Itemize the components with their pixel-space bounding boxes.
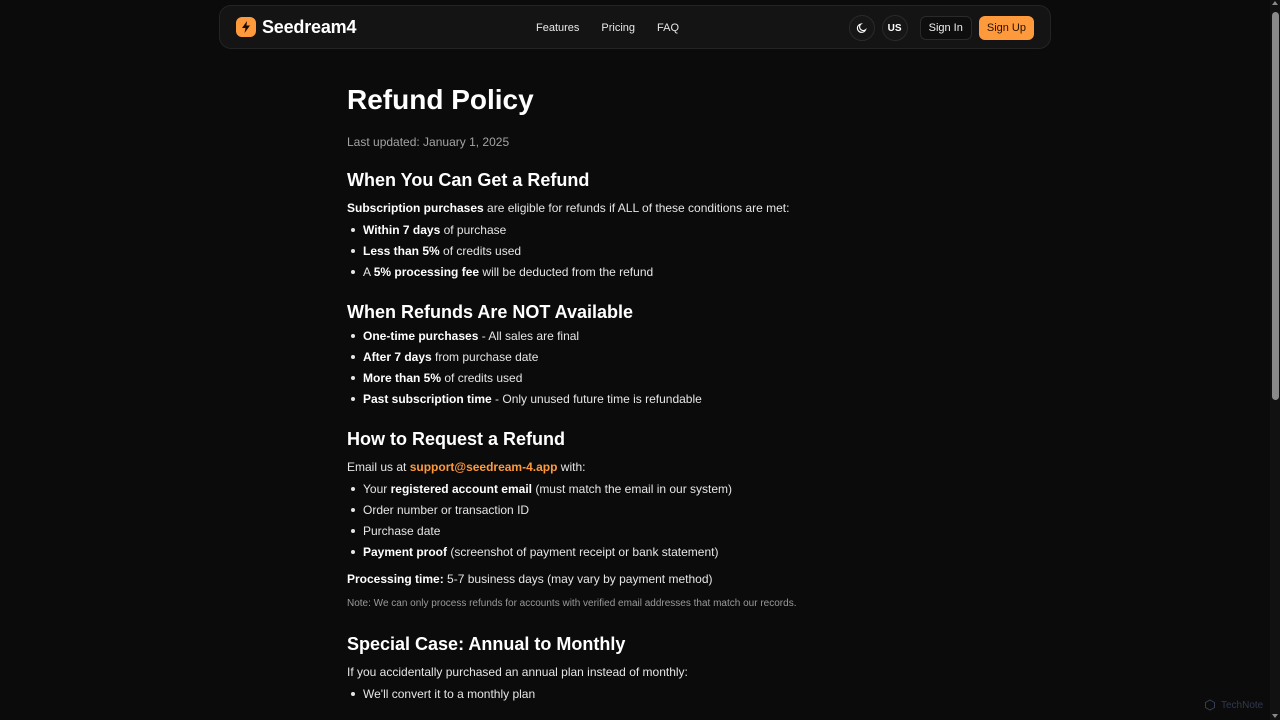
bold-text: 5% processing fee [373,265,480,279]
sign-in-button[interactable]: Sign In [920,16,972,40]
verification-note: Note: We can only process refunds for accounts with verified email addresses that match our records. [347,598,797,609]
list-item [347,370,967,386]
list-item [347,349,967,365]
language-button[interactable]: US [882,15,908,41]
text: of credits used [439,244,522,258]
list-item [347,328,967,344]
section-intro: If you accidentally purchased an annual plan instead of monthly: [347,665,688,679]
hexagon-logo-icon [1204,699,1216,711]
policy-content [347,84,967,702]
bold-text: Processing time: [347,572,444,586]
eligibility-list [347,222,967,280]
nav-faq[interactable]: FAQ [657,22,680,34]
scroll-down-arrow-icon[interactable] [1272,714,1278,718]
bold-text: One-time purchases [363,329,479,343]
scrollbar-thumb[interactable] [1272,12,1279,400]
list-item [347,264,967,280]
brand-home-link[interactable] [236,17,356,38]
text: will be deducted from the refund [479,265,654,279]
brand-name: Seedream4 [262,16,357,37]
bold-text: More than 5% [363,371,442,385]
bold-text: registered account email [390,482,532,496]
list-item [347,481,967,497]
text: of credits used [441,371,523,385]
text: Order number or transaction ID [363,503,530,517]
nav-pricing[interactable]: Pricing [601,22,636,34]
text: of purchase [440,223,507,237]
section-intro [347,200,967,216]
text: We'll convert it to a monthly plan [363,687,536,701]
email-instructions [347,459,967,475]
watermark-text: TechNote [1221,699,1264,711]
list-item [347,502,967,518]
section-heading-refund-eligibility: When You Can Get a Refund [347,170,590,190]
lightning-logo-icon [236,17,256,37]
bold-text: Within 7 days [363,223,441,237]
support-email-link[interactable]: support@seedream-4.app [409,460,558,474]
text: from purchase date [431,350,539,364]
scroll-up-arrow-icon[interactable] [1272,1,1278,5]
sign-up-button[interactable]: Sign Up [979,16,1034,40]
text: (screenshot of payment receipt or bank statement) [447,545,719,559]
theme-toggle-button[interactable] [849,15,875,41]
nav-actions [849,6,1034,50]
text: 5-7 business days (may vary by payment method) [443,572,713,586]
text: - Only unused future time is refundable [491,392,702,406]
text: (must match the email in our system) [531,482,733,496]
text: are eligible for refunds if ALL of these conditions are met: [483,201,790,215]
section-heading-not-available: When Refunds Are NOT Available [347,302,634,322]
list-item [347,686,967,702]
navbar [219,5,1051,49]
text: Email us at [347,460,410,474]
watermark [1204,699,1263,711]
last-updated: Last updated: January 1, 2025 [347,135,510,149]
section-heading-annual-to-monthly: Special Case: Annual to Monthly [347,634,626,654]
bold-text: Payment proof [363,545,448,559]
moon-icon [856,22,868,34]
section-heading-request-refund: How to Request a Refund [347,429,566,449]
bold-text: Subscription purchases [347,201,484,215]
text: A [363,265,374,279]
annual-monthly-list [347,686,967,702]
nav-features[interactable]: Features [536,22,580,34]
text: - All sales are final [478,329,580,343]
text: Your [363,482,391,496]
bold-text: Less than 5% [363,244,440,258]
page-title: Refund Policy [347,84,534,115]
processing-time [347,571,967,587]
text: Purchase date [363,524,441,538]
list-item [347,222,967,238]
bold-text: Past subscription time [363,392,492,406]
request-requirements-list [347,481,967,560]
main-nav [536,6,679,50]
text: with: [557,460,586,474]
not-available-list [347,328,967,407]
bold-text: After 7 days [363,350,432,364]
list-item [347,544,967,560]
list-item [347,391,967,407]
list-item [347,243,967,259]
list-item [347,523,967,539]
page-scrollbar[interactable] [1270,0,1280,720]
